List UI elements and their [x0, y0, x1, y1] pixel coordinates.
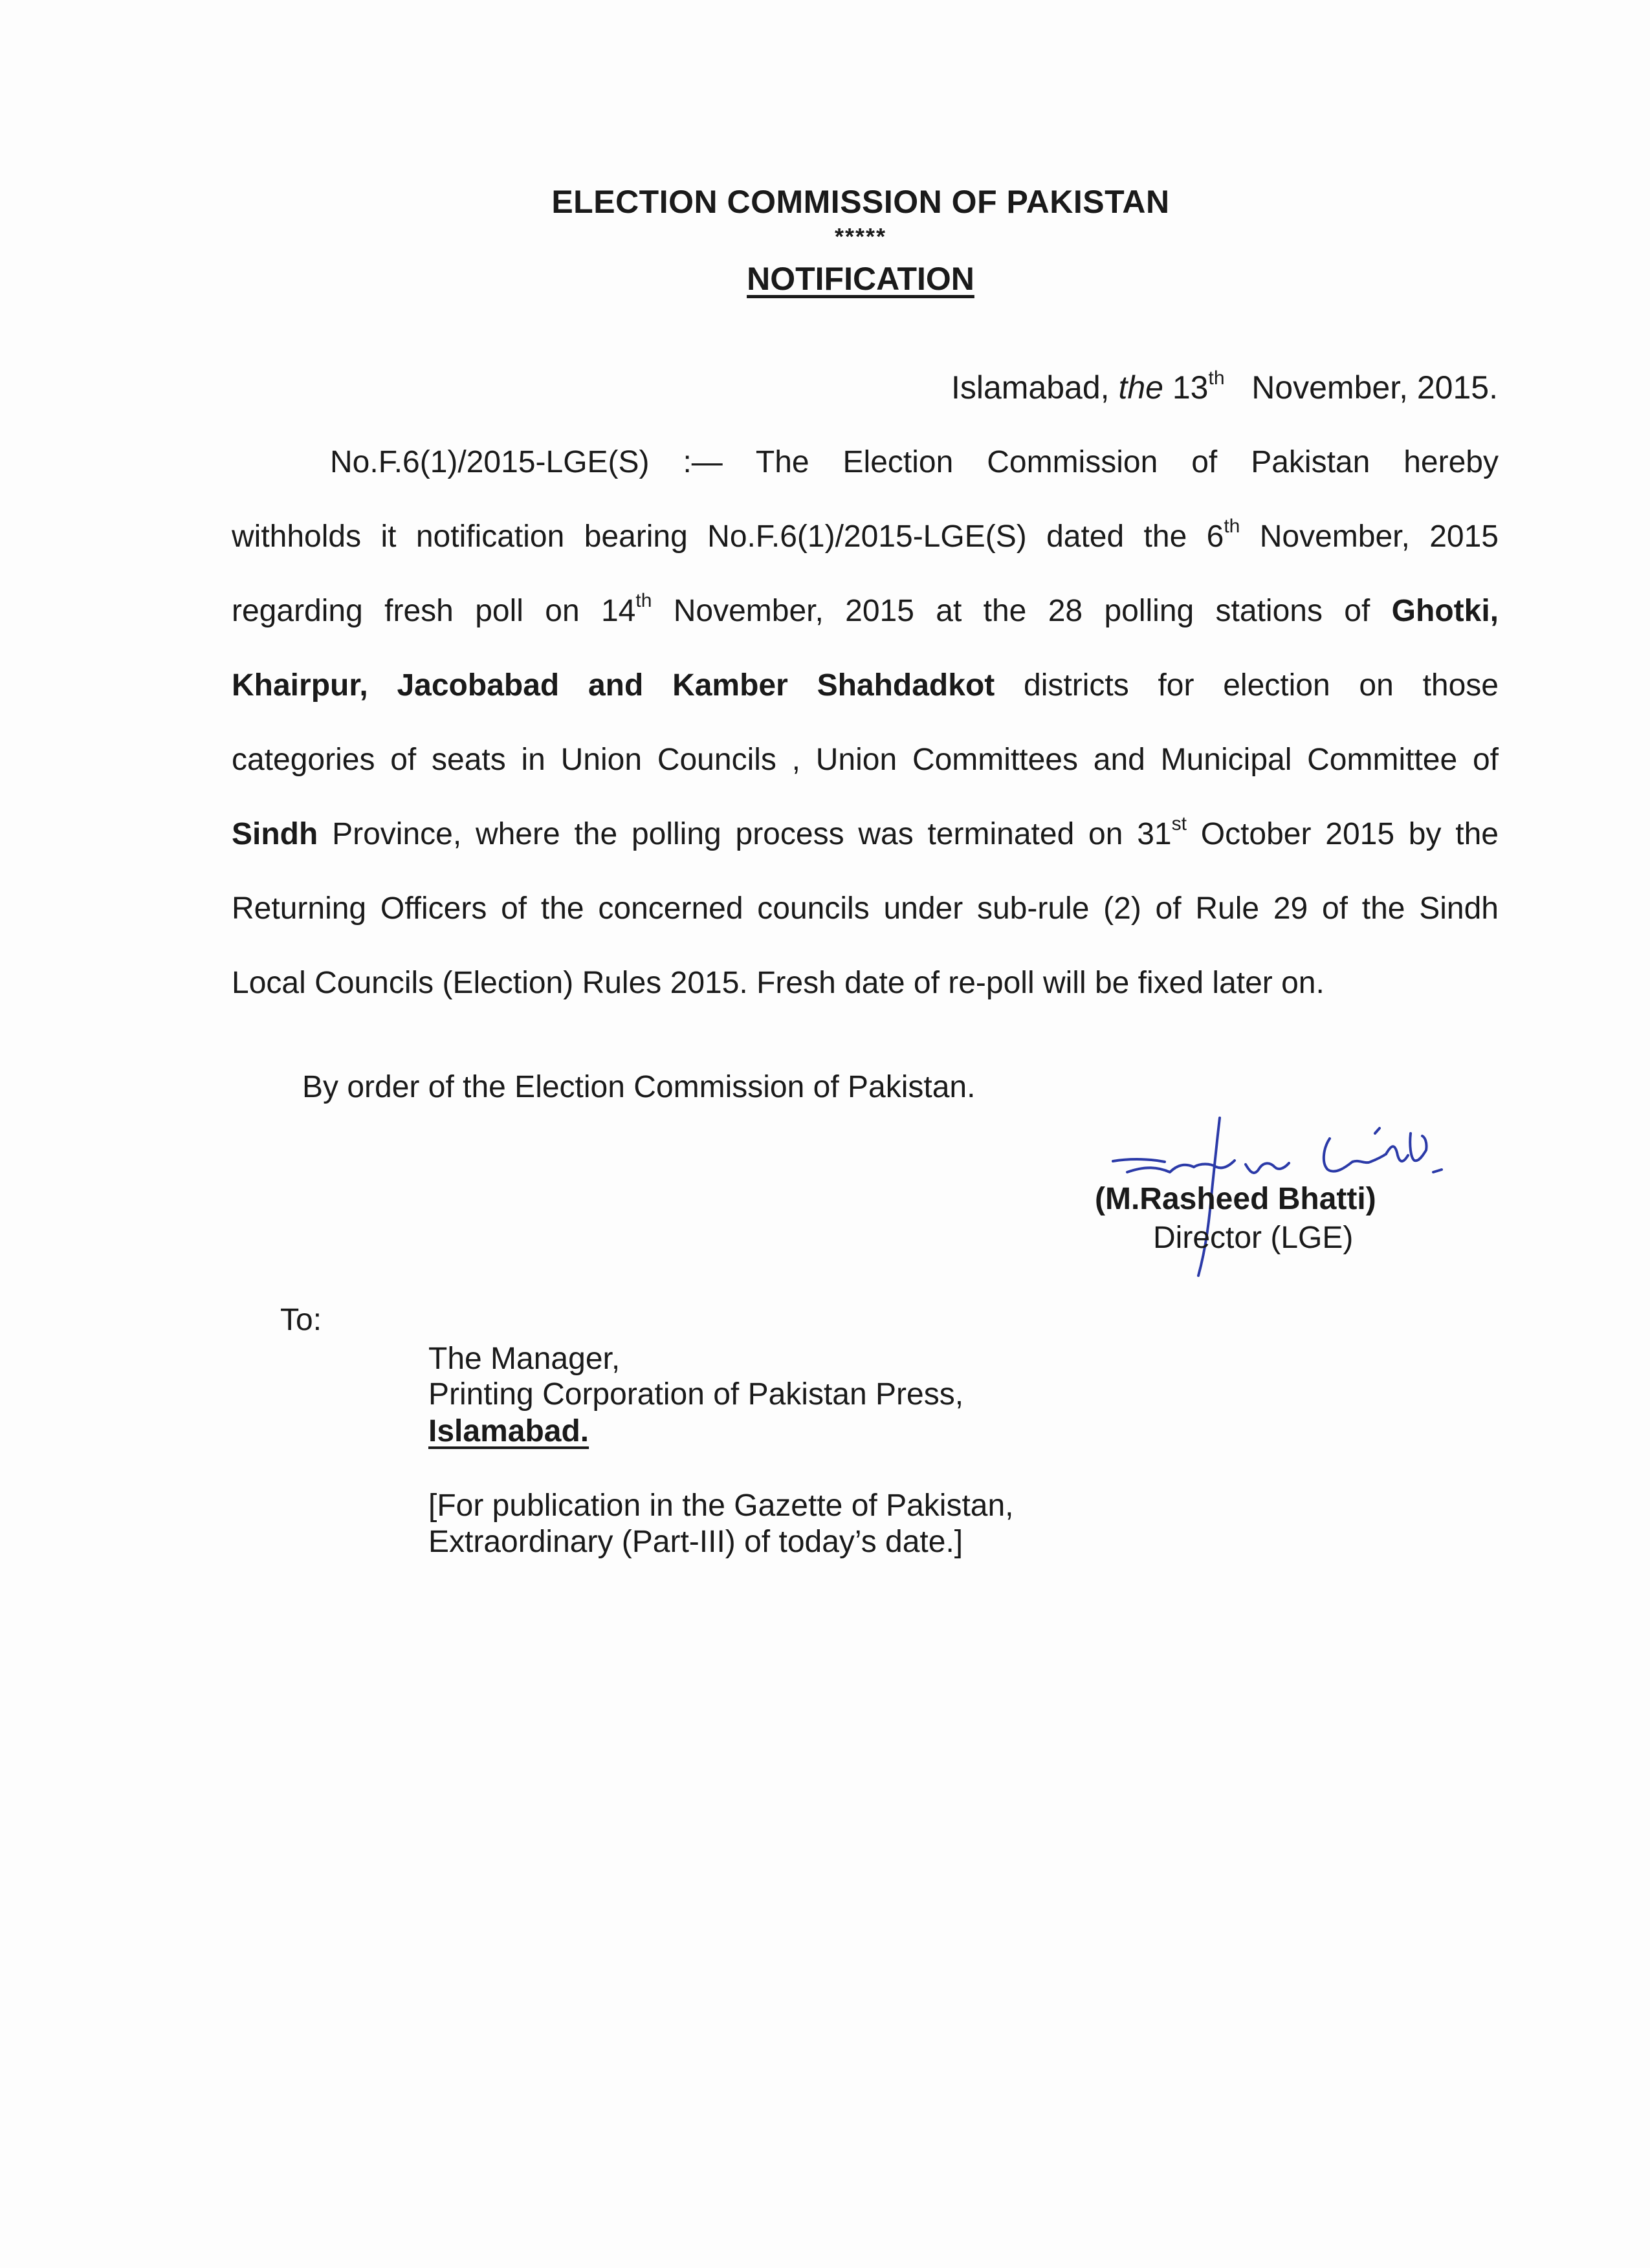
body-line-3: [232, 592, 1499, 631]
body-line-2-text-a: withholds it notification bearing No.F.6(1)/2015-LGE(S) dated the 6: [232, 519, 1224, 554]
by-order-line: By order of the Election Commission of Pakistan.: [302, 1070, 976, 1104]
dateline-the: the: [1118, 369, 1163, 406]
signatory-title: Director (LGE): [1153, 1221, 1354, 1255]
signatory-name: (M.Rasheed Bhatti): [1095, 1182, 1376, 1216]
body-line-6-text-a: Province, where the polling process was terminated on 31: [318, 817, 1172, 851]
dateline-place: Islamabad,: [951, 369, 1110, 406]
body-line-4-bold: Khairpur, Jacobabad and Kamber Shahdadkot: [232, 668, 995, 703]
recipient-city: Islamabad.: [428, 1414, 589, 1448]
notification-heading: NOTIFICATION: [747, 261, 974, 297]
body-line-6-text-b: October 2015 by the: [1186, 817, 1499, 851]
body-line-5: categories of seats in Union Councils , Union Committees and Municipal Committee of: [232, 743, 1499, 777]
dateline: [951, 369, 1498, 406]
recipient-line-2: Printing Corporation of Pakistan Press,: [428, 1377, 964, 1412]
body-line-1: No.F.6(1)/2015-LGE(S) :— The Election Commission of Pakistan hereby: [330, 445, 1499, 479]
body-line-8: Local Councils (Election) Rules 2015. Fresh date of re-poll will be fixed later on.: [232, 966, 1325, 1000]
recipient-line-1: The Manager,: [428, 1342, 621, 1376]
body-line-4: [232, 666, 1499, 705]
body-line-3-bold: Ghotki,: [1391, 594, 1499, 628]
body-line-3-sup: th: [635, 592, 652, 611]
body-line-3-text-b: November, 2015 at the 28 polling stations of: [652, 594, 1392, 628]
heading-separator: *****: [834, 223, 887, 250]
to-label: To:: [280, 1303, 322, 1337]
body-line-2-sup: th: [1224, 518, 1240, 537]
dateline-day-suffix: th: [1208, 367, 1225, 389]
body-line-4-text: districts for election on those: [995, 668, 1499, 703]
dateline-day: 13: [1172, 369, 1209, 406]
body-line-6-sup: st: [1171, 815, 1187, 834]
body-line-2: [232, 518, 1499, 556]
body-line-2-text-b: November, 2015: [1240, 519, 1499, 554]
body-line-6: [232, 815, 1499, 854]
dateline-month-year: November, 2015.: [1251, 369, 1498, 406]
organization-heading: ELECTION COMMISSION OF PAKISTAN: [551, 184, 1170, 220]
body-line-6-bold: Sindh: [232, 817, 318, 851]
body-line-7: Returning Officers of the concerned councils under sub-rule (2) of Rule 29 of the Sindh: [232, 891, 1499, 926]
publication-note-line-1: [For publication in the Gazette of Pakistan,: [428, 1488, 1014, 1523]
publication-note-line-2: Extraordinary (Part-III) of today’s date.]: [428, 1525, 963, 1559]
body-line-3-text-a: regarding fresh poll on 14: [232, 594, 636, 628]
